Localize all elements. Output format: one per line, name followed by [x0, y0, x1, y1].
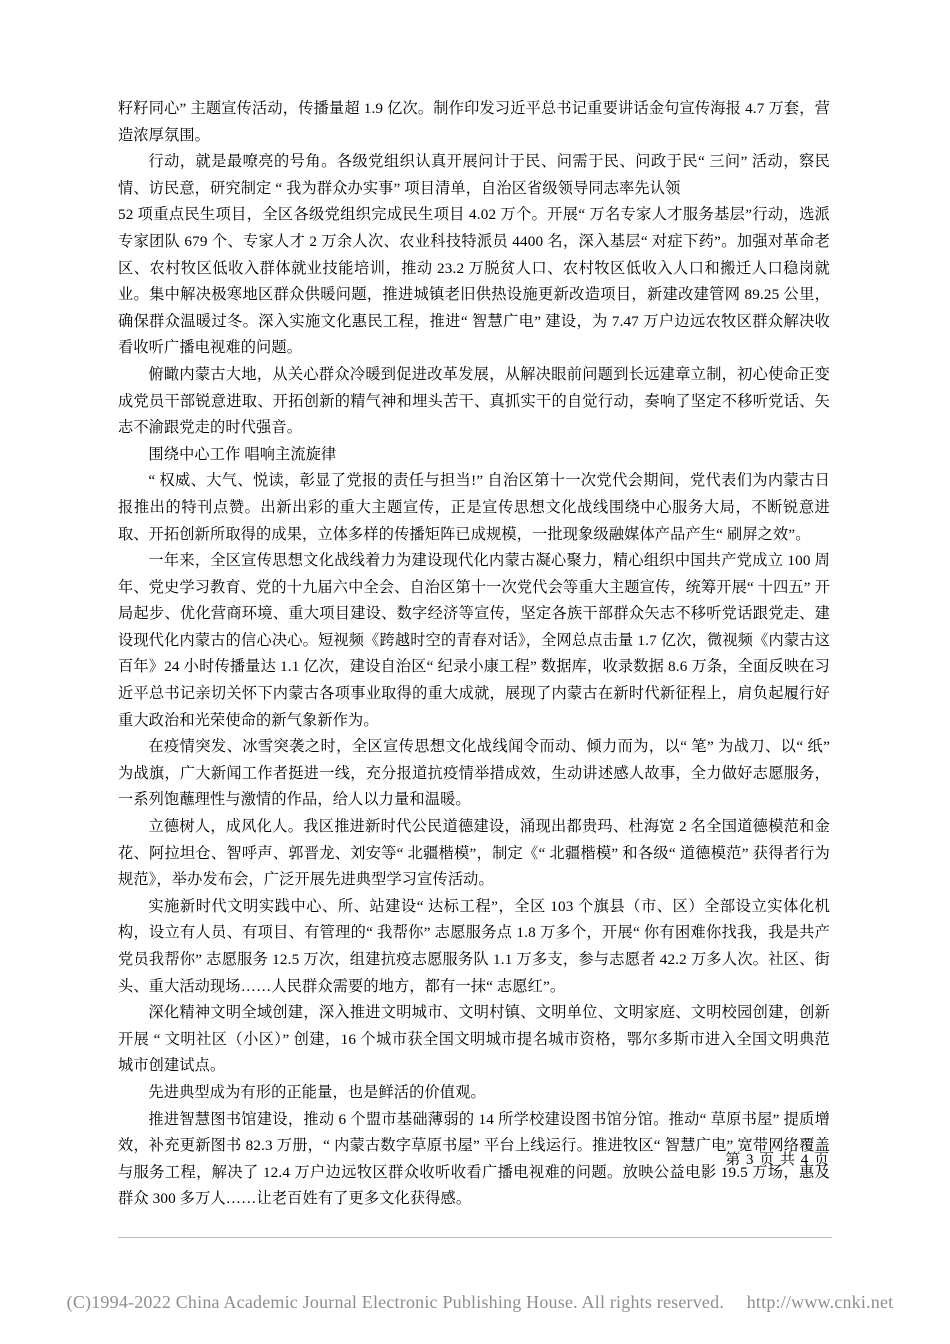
paragraph-subheading: 围绕中心工作 唱响主流旋律 [148, 445, 337, 463]
document-body [118, 96, 830, 1213]
copyright-watermark [40, 1292, 920, 1313]
page-number: 第 3 页 共 4 页 [725, 1152, 830, 1168]
copyright-text: (C)1994-2022 China Academic Journal Electronic Publishing House. All rights reserved. [66, 1292, 725, 1312]
paragraph: 实施新时代文明实践中心、所、站建设“ 达标工程”，全区 103 个旗县（市、区）全部设立实体化机构，设立有人员、有项目、有管理的“ 我帮你” 志愿服务点 1.8 万多个，开展“ 你有困难你找我，我是共产党员我帮你” 志愿服务 12.5 万次，组建抗疫志愿服务队 1.1 万多支，参与志愿者 42.2 万多人次。社区、街头、重大活动现场……人民群众需要的地方，都有一抹“ 志愿红”。 [118, 897, 830, 995]
paragraph: 行动，就是最嘹亮的号角。各级党组织认真开展问计于民、问需于民、问政于民“ 三问” 活动，察民情、访民意，研究制定 “ 我为群众办实事” 项目清单，自治区省级领导同志率先认领 [118, 153, 830, 197]
paragraph: 一年来，全区宣传思想文化战线着力为建设现代化内蒙古凝心聚力，精心组织中国共产党成立 100 周年、党史学习教育、党的十九届六中全会、自治区第十一次党代会等重大主题宣传，统筹开展“ 十四五” 开局起步、优化营商环境、重大项目建设、数字经济等宣传，坚定各族干部群众矢志不移听党话跟党走、建设现代化内蒙古的信心决心。短视频《跨越时空的青春对话》，全网总点击量 1.7 亿次，微视频《内蒙古这百年》24 小时传播量达 1.1 亿次，建设自治区“ 纪录小康工程” 数据库，收录数据 8.6 万条，全面反映在习近平总书记亲切关怀下内蒙古各项事业取得的重大成就，展现了内蒙古在新时代新征程上，肩负起履行好重大政治和光荣使命的新气象新作为。 [118, 552, 830, 729]
paragraph: 俯瞰内蒙古大地，从关心群众冷暖到促进改革发展，从解决眼前问题到长远建章立制，初心使命正变成党员干部锐意进取、开拓创新的精气神和埋头苦干、真抓实干的自觉行动，奏响了坚定不移听党话、矢志不渝跟党走的时代强音。 [118, 365, 830, 437]
paragraph: 立德树人，成风化人。我区推进新时代公民道德建设，涌现出都贵玛、杜海宽 2 名全国道德模范和金花、阿拉坦仓、智呼声、郭晋龙、刘安等“ 北疆楷模”，制定《“ 北疆楷模” 和各级“ 道德模范” 获得者行为规范》，举办发布会，广泛开展先进典型学习宣传活动。 [118, 818, 830, 889]
paragraph: 深化精神文明全域创建，深入推进文明城市、文明村镇、文明单位、文明家庭、文明校园创建，创新开展 “ 文明社区（小区）” 创建，16 个城市获全国文明城市提名城市资格，鄂尔多斯市进入全国文明典范城市创建试点。 [118, 1004, 830, 1075]
footer-divider [118, 1237, 832, 1238]
paragraph: 52 项重点民生项目，全区各级党组织完成民生项目 4.02 万个。开展“ 万名专家人才服务基层”行动，选派专家团队 679 个、专家人才 2 万余人次、农业科技特派员 4400 名，深入基层“ 对症下药”。加强对革命老区、农村牧区低收入群体就业技能培训，推动 23.2 万脱贫人口、农村牧区低收入人口和搬迁人口稳岗就业。集中解决极寒地区群众供暖问题，推进城镇老旧供热设施更新改造项目，新建改建管网 89.25 公里，确保群众温暖过冬。深入实施文化惠民工程，推进“ 智慧广电” 建设，为 7.47 万户边远农牧区群众解决收看收听广播电视难的问题。 [118, 206, 830, 357]
paragraph: 在疫情突发、冰雪突袭之时，全区宣传思想文化战线闻令而动、倾力而为，以“ 笔” 为战刀、以“ 纸” 为战旗，广大新闻工作者挺进一线，充分报道抗疫情举措成效，生动讲述感人故事，全力做好志愿服务，一系列饱蘸理性与激情的作品，给人以力量和温暖。 [118, 738, 830, 809]
paragraph: 籽籽同心” 主题宣传活动，传播量超 1.9 亿次。制作印发习近平总书记重要讲话金句宣传海报 4.7 万套，营造浓厚氛围。 [118, 100, 830, 144]
paragraph: “ 权威、大气、悦读，彰显了党报的责任与担当!” 自治区第十一次党代会期间，党代表们为内蒙古日报推出的特刊点赞。出新出彩的重大主题宣传，正是宣传思想文化战线围绕中心服务大局，不断锐意进取、开拓创新所取得的成果，立体多样的传播矩阵已成规模，一批现象级融媒体产品产生“ 刷屏之效”。 [118, 472, 830, 543]
copyright-url: http://www.cnki.net [746, 1292, 894, 1312]
paragraph: 先进典型成为有形的正能量，也是鲜活的价值观。 [148, 1083, 486, 1101]
paragraph: 推进智慧图书馆建设，推动 6 个盟市基础薄弱的 14 所学校建设图书馆分馆。推动“ 草原书屋” 提质增效，补充更新图书 82.3 万册，“ 内蒙古数字草原书屋” 平台上线运行。推进牧区“ 智慧广电” 宽带网络覆盖与服务工程，解决了 12.4 万户边远牧区群众收听收看广播电视难的问题。放映公益电影 19.5 万场，惠及群众 300 多万人……让老百姓有了更多文化获得感。 [118, 1110, 830, 1208]
